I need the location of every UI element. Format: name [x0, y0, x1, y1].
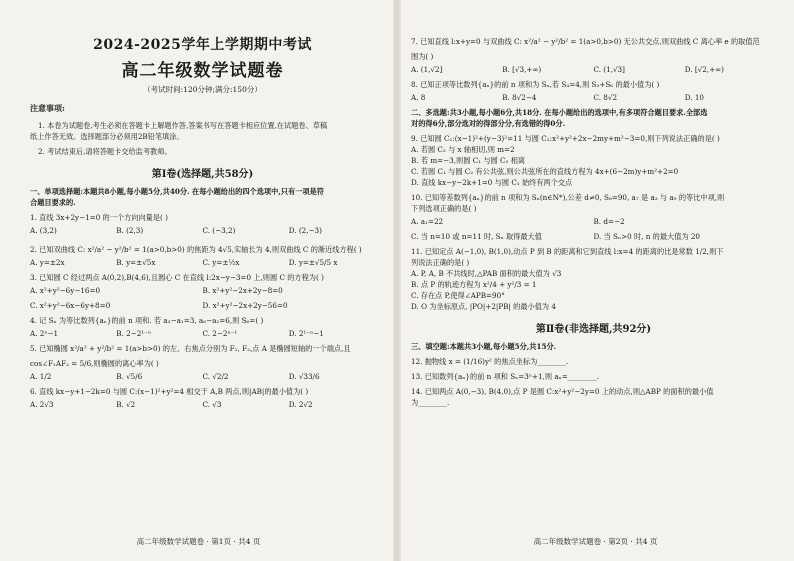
option-a: A. y=±2x — [30, 258, 65, 267]
option-a: A. (3,2) — [30, 226, 57, 235]
question-5-options — [30, 371, 375, 382]
option-b: B. [√3,+∞) — [502, 65, 542, 74]
option-a: A. (1,√2] — [411, 65, 443, 74]
question-5-cont: cos∠F₁AF₂ = 5/6,则椭圆的离心率为( ) — [30, 359, 159, 368]
option-b: B. d=−2 — [593, 217, 625, 226]
question-1-options — [30, 225, 375, 236]
option-c: C. x²+y²−6x−6y+8=0 — [30, 301, 111, 310]
option-a: A. a₁=22 — [411, 217, 444, 226]
option-a: A. 2√3 — [30, 400, 54, 409]
question-14-cont: 为________. — [411, 398, 450, 407]
question-11-option-a: A. P, A, B 不共线时,△PAB 面积的最大值为 √3 — [411, 269, 562, 278]
question-9-option-a: A. 若圆 C₂ 与 x 轴相切,则 m=2 — [411, 145, 515, 154]
exam-subtitle: 高二年级数学试题卷 — [121, 61, 284, 81]
option-c: C. 2−2ⁿ⁻¹ — [202, 329, 238, 338]
option-d: D. (2,−3) — [288, 226, 322, 235]
page-footer-left: 高二年级数学试题卷 · 第1页 · 共4 页 — [136, 537, 261, 546]
option-c: C. 8√2 — [593, 93, 618, 102]
question-9-option-d: D. 直线 kx−y−2k+1=0 与圆 C₁ 始终有两个交点 — [411, 178, 573, 187]
option-d: D. y=±√5/5 x — [288, 258, 338, 267]
notice-1: 1. 本卷为试题卷,考生必须在答题卡上解题作答,答案书写在答题卡相应位置,在试题卷、草稿 — [38, 121, 328, 130]
part-3-heading: 三、填空题:本题共3小题,每小题5分,共15分. — [411, 342, 557, 351]
option-c: C. √3 — [202, 400, 222, 409]
question-3: 3. 已知圆 C 经过两点 A(0,2),B(4,6),且圆心 C 在直线 l:2x−y−3=0 上,则圆 C 的方程为( ) — [30, 273, 324, 282]
question-10-options-ab — [411, 216, 776, 227]
question-9-option-c: C. 若圆 C₁ 与圆 C₂ 有公共弦,则公共弦所在的直线方程为 4x+(6−2m)y+m²+2=0 — [411, 167, 679, 176]
exam-title: 2024-2025学年上学期期中考试 — [93, 37, 312, 53]
question-11-option-b: B. 点 P 的轨迹方程为 x²/4 + y²/3 = 1 — [411, 280, 537, 289]
part-2-heading-cont: 对的得6分,部分选对的得部分分,有选错的得0分. — [411, 119, 566, 128]
question-12: 12. 抛物线 x = (1/16)y² 的焦点坐标为________. — [411, 357, 569, 366]
option-b: B. 8√2−4 — [502, 93, 537, 102]
section-2-heading: 第Ⅱ卷(非选择题,共92分) — [535, 324, 652, 335]
question-6: 6. 直线 kx−y+1−2k=0 与圆 C:(x−1)²+y²=4 相交于 A,B 两点,则|AB|的最小值为( ) — [30, 387, 309, 396]
question-13: 13. 已知数列{aₙ}的前 n 项和 Sₙ=3ⁿ+1,则 aₙ=________. — [411, 372, 599, 381]
question-10: 10. 已知等差数列{aₙ}的前 n 项和为 Sₙ(n∈N*),公差 d≠0, S₆=90, a₇ 是 a₃ 与 a₉ 的等比中项,则 — [411, 193, 725, 202]
page-footer-right: 高二年级数学试题卷 · 第2页 · 共4 页 — [533, 537, 658, 546]
question-3-options-cd — [30, 300, 375, 311]
option-c: C. y=±½x — [202, 258, 240, 267]
question-11-cont: 列说法正确的是( ) — [411, 258, 470, 267]
question-3-options-ab — [30, 285, 375, 296]
option-a: A. x²+y²−6y−16=0 — [30, 286, 101, 295]
right-page — [397, 0, 794, 561]
option-a: A. 2ⁿ−1 — [30, 329, 59, 338]
option-d: D. x²+y²−2x+2y−56=0 — [202, 301, 288, 310]
question-10-options-cd — [411, 231, 776, 242]
option-b: B. √5/6 — [116, 372, 143, 381]
question-5: 5. 已知椭圆 x²/a² + y²/b² = 1(a>b>0) 的左、右焦点分别为 F₁, F₂,点 A 是椭圆短轴的一个端点,且 — [30, 344, 351, 353]
question-10-cont: 下列选项正确的是( ) — [411, 204, 477, 213]
option-d: D. [√2,+∞) — [684, 65, 724, 74]
part-1-heading-cont: 合题目要求的. — [30, 198, 76, 207]
question-11: 11. 已知定点 A(−1,0), B(1,0),动点 P 到 B 的距离和它到直线 l:x=4 的距离的比是常数 1/2,则下 — [411, 247, 724, 256]
part-2-heading: 二、多选题:共3小题,每小题6分,共18分. 在每小题给出的选项中,有多项符合题目要求.全部选 — [411, 108, 708, 117]
question-11-option-c: C. 存在点 P,使得∠APB=90° — [411, 291, 505, 300]
notice-title: 注意事项: — [30, 103, 65, 113]
question-9-option-b: B. 若 m=−3,则圆 C₁ 与圆 C₂ 相离 — [411, 156, 526, 165]
part-1-heading: 一、单项选择题:本题共8小题,每小题5分,共40分. 在每小题给出的四个选项中,只有一项是符 — [30, 187, 324, 196]
question-8-options — [411, 92, 776, 103]
option-d: D. 2√2 — [288, 400, 313, 409]
question-1: 1. 直线 3x+2y−1=0 的一个方向向量是( ) — [30, 213, 168, 222]
option-d: D. 2¹⁻ⁿ−1 — [288, 329, 324, 338]
option-c: C. (1,√3] — [593, 65, 625, 74]
question-8: 8. 已知正项等比数列{aₙ}的前 n 项和为 Sₙ,若 S₄=4,则 S₃+S₆ 的最小值为( ) — [411, 80, 660, 89]
option-c: C. (−3,2) — [202, 226, 236, 235]
question-6-options — [30, 399, 375, 410]
notice-2: 2. 考试结束后,请将答题卡交给监考教师。 — [38, 147, 172, 156]
option-a: A. 8 — [411, 93, 426, 102]
option-c: C. √2/2 — [202, 372, 229, 381]
question-2-options — [30, 257, 375, 268]
question-4-options — [30, 328, 375, 339]
question-7-cont: 围为( ) — [411, 52, 434, 61]
option-d: D. √33/6 — [288, 372, 320, 381]
option-b: B. 2−2¹⁻ⁿ — [116, 329, 152, 338]
option-b: B. (2,3) — [116, 226, 144, 235]
question-2: 2. 已知双曲线 C: x²/a² − y²/b² = 1(a>0,b>0) 的焦距为 4√5,实轴长为 4,则双曲线 C 的渐近线方程( ) — [30, 245, 362, 254]
question-9: 9. 已知圆 C₁:(x−1)²+(y−3)²=11 与圆 C₂:x²+y²+2x−2my+m²−3=0,则下列说法正确的是( ) — [411, 134, 720, 143]
option-d: D. 10 — [684, 93, 704, 102]
option-c: C. 当 n=10 或 n=11 时, Sₙ 取得最大值 — [411, 232, 542, 241]
option-b: B. x²+y²−2x+2y−8=0 — [202, 286, 283, 295]
question-4: 4. 记 Sₙ 为等比数列{aₙ}的前 n 项和. 若 a₃−a₁=3, a₆−a₂=6,则 S₆=( ) — [30, 316, 264, 325]
question-7-options — [411, 64, 776, 75]
section-1-heading: 第Ⅰ卷(选择题,共58分) — [151, 169, 254, 180]
option-b: B. √2 — [116, 400, 136, 409]
option-a: A. 1/2 — [30, 372, 52, 381]
question-7: 7. 已知直线 l:x+y=0 与双曲线 C: x²/a² − y²/b² = 1(a>0,b>0) 无公共交点,则双曲线 C 离心率 e 的取值范 — [411, 37, 760, 46]
notice-1-cont: 纸上作答无效。选择题部分必须用2B铅笔填涂。 — [30, 132, 184, 141]
question-14: 14. 已知两点 A(0,−3), B(4,0),点 P 是圆 C:x²+y²−2y=0 上的动点,则△ABP 的面积的最小值 — [411, 387, 714, 396]
exam-info: （考试时间:120分钟;满分:150分） — [143, 85, 262, 94]
question-11-option-d: D. O 为坐标原点, |PO|+2|PB| 的最小值为 4 — [411, 302, 556, 311]
option-d: D. 当 Sₙ>0 时, n 的最大值为 20 — [593, 232, 701, 241]
option-b: B. y=±√5x — [116, 258, 156, 267]
